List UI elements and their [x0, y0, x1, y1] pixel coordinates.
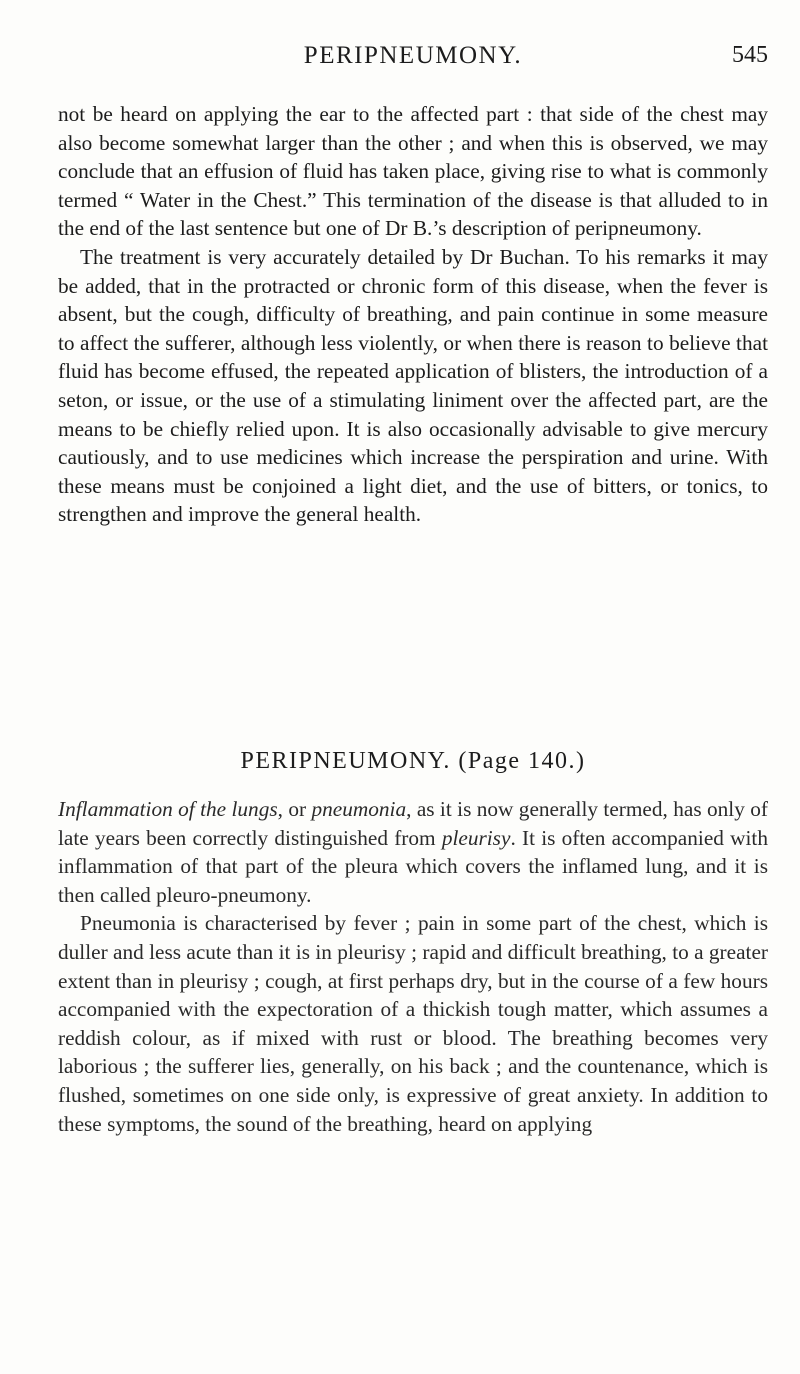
- term-inflammation-of-lungs: Inflammation of the lungs: [58, 797, 278, 821]
- main-text: [58, 100, 768, 529]
- paragraph-continued: not be heard on applying the ear to the affected part : that side of the chest may also become somewhat larger than the other ; and when this is observed, we may conclude that an effusion of fluid has taken place, giving rise to what is commonly termed “ Water in the Chest.” This termination of the disease is that alluded to in the end of the last sentence but one of Dr B.’s description of peripneumony.: [58, 102, 768, 241]
- term-pneumonia: pneumonia: [311, 797, 407, 821]
- term-pleurisy: pleurisy: [441, 825, 511, 850]
- note-paragraph-definition: [58, 795, 768, 909]
- section-heading: PERIPNEUMONY. (Page 140.): [240, 748, 586, 774]
- text-fragment: , or: [277, 797, 312, 821]
- page-number: 545: [732, 42, 768, 68]
- paragraph-treatment: The treatment is very accurately detailed by Dr Buchan. To his remarks it may be added, that in the protracted or chronic form of this disease, when the fever is absent, but the cough, difficulty of breathing, and pain continue in some measure to affect the sufferer, although less violently, or when there is reason to believe that fluid has become effused, the repeated application of blisters, the introduction of a seton, or issue, or the use of a stimulating liniment over the affected part, are the means to be chiefly relied upon. It is also occasionally advisable to give mercury cautiously, and to use medicines which increase the perspiration and urine. With these means must be conjoined a light diet, and the use of bitters, or tonics, to strengthen and improve the general health.: [58, 244, 768, 527]
- running-head: [58, 42, 768, 76]
- note-paragraph-symptoms: Pneumonia is characterised by fever ; pain in some part of the chest, which is duller and less acute than it is in pleurisy ; rapid and difficult breathing, to a greater extent than in pleurisy ; cough, at first perhaps dry, but in the course of a few hours accompanied with the expectoration of a thickish tough matter, which assumes a reddish colour, as if mixed with rust or blood. The breathing becomes very laborious ; the sufferer lies, generally, on his back ; and the countenance, which is flushed, sometimes on one side only, is expressive of great anxiety. In addition to these symptoms, the sound of the breathing, heard on applying: [58, 911, 768, 1136]
- running-title: PERIPNEUMONY.: [303, 42, 523, 69]
- note-text: [58, 795, 768, 1138]
- text-fragment: , as it is now generally termed, has only of late years been correctly distinguished from: [58, 797, 768, 850]
- text-fragment: . It is often accompanied with inflammation of that part of the pleura which covers the inflamed lung, and it is then called pleuro-pneumony.: [58, 825, 768, 907]
